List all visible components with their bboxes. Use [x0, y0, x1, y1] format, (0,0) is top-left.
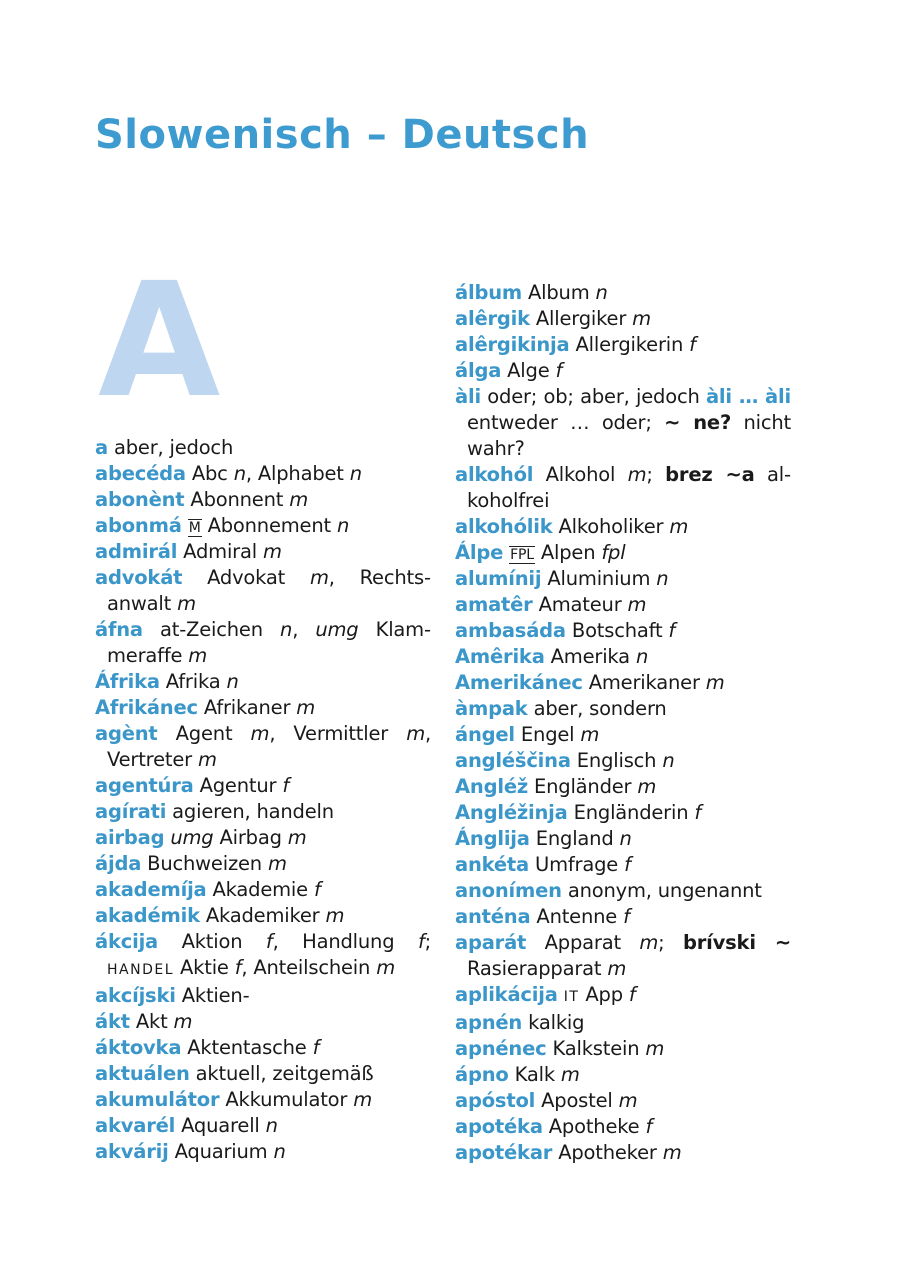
translation-text: , Handlung [272, 930, 418, 953]
headword: akcíjski [95, 984, 176, 1007]
dictionary-entry [95, 461, 431, 487]
dictionary-entry [455, 696, 791, 722]
translation-text: Amerika [544, 645, 636, 668]
headword: Angléžinja [455, 801, 568, 824]
headword: abonènt [95, 488, 185, 511]
headword: akvarél [95, 1114, 176, 1137]
headword: ákcija [95, 930, 159, 953]
translation-text: Agentur [193, 774, 283, 797]
grammar-gender: f [282, 774, 289, 797]
grammar-gender: m [262, 540, 282, 563]
translation-text: alkoholfrei [467, 463, 791, 512]
translation-text: oder; ob; aber, jedoch [480, 385, 706, 408]
translation-text: Apotheke [542, 1115, 646, 1138]
headword: apóstol [455, 1089, 536, 1112]
grammar-gender: n [273, 1140, 286, 1163]
translation-text: App [579, 983, 629, 1006]
headword: Álpe [455, 541, 504, 564]
dictionary-entry [455, 592, 791, 618]
grammar-gender: f [668, 619, 676, 642]
translation-text: aktuell, zeitgemäß [189, 1062, 374, 1085]
headword: akumulátor [95, 1088, 220, 1111]
dictionary-entry [455, 1062, 791, 1088]
translation-text: Apostel [535, 1089, 619, 1112]
translation-text: Antenne [530, 905, 624, 928]
headword: akademíja [95, 878, 207, 901]
translation-text: Engländer [528, 775, 638, 798]
dictionary-entry [95, 1139, 431, 1165]
headword: áfna [95, 618, 143, 641]
phrase: brívski ~ [682, 931, 791, 954]
section-letter: A [98, 249, 221, 433]
subject-label: IT [563, 989, 580, 1005]
headword: anténa [455, 905, 531, 928]
grammar-gender: m [325, 904, 345, 927]
translation-text: aber, jedoch [107, 436, 234, 459]
translation-text: Botschaft [565, 619, 669, 642]
grammar-gender: f [555, 359, 563, 382]
dictionary-entry [455, 982, 791, 1010]
headword: Angléž [455, 775, 528, 798]
headword: abecéda [95, 462, 186, 485]
headword: álga [455, 359, 502, 382]
dictionary-entry [455, 618, 791, 644]
headword: Ánglija [455, 827, 530, 850]
translation-text: Aquarium [168, 1140, 274, 1163]
dictionary-entry [455, 358, 791, 384]
grammar-gender: n [656, 567, 669, 590]
translation-text: Album [522, 281, 596, 304]
page-title: Slowenisch – Deutsch [95, 112, 590, 158]
headword: ángel [455, 723, 515, 746]
grammar-gender: n [595, 281, 608, 304]
translation-text: Umfrage [529, 853, 625, 876]
translation-text: Apparat [526, 931, 640, 954]
dictionary-entry [95, 773, 431, 799]
headword: Afrikánec [95, 696, 198, 719]
translation-text: , Vermittler [269, 722, 407, 745]
translation-text: Akt [129, 1010, 174, 1033]
headword: Amêrika [455, 645, 545, 668]
grammar-gender: m [188, 644, 208, 667]
grammar-gender: m [627, 463, 647, 486]
grammar-gender: f [313, 878, 321, 901]
dictionary-entry [455, 878, 791, 904]
grammar-gender: f [417, 930, 425, 953]
headword: álbum [455, 281, 523, 304]
grammar-gender: n [233, 462, 246, 485]
dictionary-entry [455, 930, 791, 982]
translation-text: Aktion [158, 930, 266, 953]
dictionary-entry [95, 903, 431, 929]
translation-text: Admiral [177, 540, 263, 563]
headword: aplikácija [455, 983, 558, 1006]
grammar-gender: f [628, 983, 636, 1006]
headword: àmpak [455, 697, 528, 720]
dictionary-entry [95, 435, 431, 461]
dictionary-entry [455, 280, 791, 306]
left-column [95, 435, 431, 1165]
headword: ambasáda [455, 619, 566, 642]
grammar-gender: m [376, 956, 395, 979]
grammar-gender: f [624, 853, 631, 876]
translation-text: Aktie [174, 956, 235, 979]
grammar-gender: m [627, 593, 647, 616]
headword: alumínij [455, 567, 542, 590]
headword: agírati [95, 800, 167, 823]
translation-text: Akkumulator [219, 1088, 354, 1111]
headword: ápno [455, 1063, 509, 1086]
grammar-gender: n [280, 618, 293, 641]
dictionary-entry [95, 1009, 431, 1035]
headword: aparát [455, 931, 527, 954]
headword: alkohól [455, 463, 534, 486]
headword: agentúra [95, 774, 194, 797]
dictionary-entry [95, 1061, 431, 1087]
translation-text: , Alphabet [245, 462, 350, 485]
grammar-gender: m [296, 696, 316, 719]
translation-text: entweder … oder; [467, 411, 665, 434]
grammar-gender: m [560, 1063, 580, 1086]
grammar-gender: m [580, 723, 600, 746]
grammar-gender: f [312, 1036, 320, 1059]
translation-text: Airbag [213, 826, 288, 849]
dictionary-entry [95, 695, 431, 721]
grammar-gender: m [353, 1088, 372, 1111]
translation-text: Aktentasche [181, 1036, 313, 1059]
grammar-gender: m [309, 566, 329, 589]
grammar-gender: m [632, 307, 651, 330]
dictionary-entry [95, 513, 431, 539]
translation-text: , Vertreter [107, 722, 431, 771]
dictionary-entry [95, 825, 431, 851]
dictionary-entry [455, 1036, 791, 1062]
headword: Amerikánec [455, 671, 583, 694]
headword: ájda [95, 852, 142, 875]
dictionary-entry [455, 462, 791, 514]
translation-text: Amerikaner [582, 671, 706, 694]
phrase: ~ ne? [664, 411, 732, 434]
dictionary-entry [455, 904, 791, 930]
translation-text: Kalkstein [546, 1037, 646, 1060]
dictionary-entry [95, 983, 431, 1009]
dictionary-entry [95, 1113, 431, 1139]
grammar-gender: m [267, 852, 287, 875]
headword: agènt [95, 722, 158, 745]
translation-text: Allergiker [529, 307, 633, 330]
headword: alêrgik [455, 307, 530, 330]
grammar-gender: m [669, 515, 689, 538]
headword: akadémik [95, 904, 200, 927]
headword: apotékar [455, 1141, 553, 1164]
dictionary-entry [455, 540, 791, 566]
translation-text: ; [658, 931, 683, 954]
dictionary-entry [95, 669, 431, 695]
grammar-gender: m [289, 488, 308, 511]
headword: anonímen [455, 879, 562, 902]
headword: ankéta [455, 853, 529, 876]
translation-text: Apotheker [552, 1141, 663, 1164]
translation-text: anonym, ungenannt [561, 879, 762, 902]
translation-text: aber, sondern [527, 697, 667, 720]
translation-text: at-Zeichen [142, 618, 281, 641]
headword: aktuálen [95, 1062, 190, 1085]
translation-text: , Rechtsanwalt [107, 566, 431, 615]
dictionary-entry [95, 929, 431, 983]
dictionary-entry [455, 774, 791, 800]
dictionary-entry [455, 1088, 791, 1114]
grammar-gender: f [265, 930, 273, 953]
dictionary-entry [455, 722, 791, 748]
headword: admirál [95, 540, 178, 563]
grammar-gender: m [662, 1141, 682, 1164]
dictionary-entry [95, 565, 431, 617]
dictionary-entry [95, 851, 431, 877]
headword: abonmá [95, 514, 182, 537]
headword: alkohólik [455, 515, 553, 538]
dictionary-entry [95, 1087, 431, 1113]
dictionary-entry [95, 799, 431, 825]
translation-text: Aquarell [175, 1114, 266, 1137]
translation-text: Englisch [570, 749, 663, 772]
grammar-label-box: M [188, 520, 201, 536]
grammar-gender: n [662, 749, 675, 772]
grammar-gender: m [177, 592, 196, 615]
dictionary-entry [95, 1035, 431, 1061]
translation-text: Engländerin [567, 801, 695, 824]
dictionary-entry [455, 670, 791, 696]
dictionary-entry [455, 384, 791, 462]
grammar-gender: m [637, 775, 657, 798]
translation-text: Abc [185, 462, 234, 485]
translation-text: ; [646, 463, 666, 486]
translation-text: kalkig [522, 1011, 585, 1034]
headword: amatêr [455, 593, 533, 616]
grammar-gender: m [618, 1089, 638, 1112]
translation-text: Engel [514, 723, 581, 746]
translation-text: Alkoholiker [552, 515, 670, 538]
headword: àli [455, 385, 481, 408]
translation-text: Aktien- [175, 984, 250, 1007]
dictionary-entry [455, 306, 791, 332]
grammar-gender: n [635, 645, 649, 668]
translation-text: Akademiker [199, 904, 326, 927]
translation-text [182, 514, 188, 537]
grammar-gender: m [287, 826, 307, 849]
translation-text: Agent [157, 722, 251, 745]
subject-label: HANDEL [107, 962, 175, 978]
translation-text: Klammeraffe [107, 618, 432, 667]
headword: Áfrika [95, 670, 160, 693]
grammar-gender: umg [315, 618, 359, 641]
grammar-gender: umg [170, 826, 214, 849]
dictionary-entry [455, 748, 791, 774]
translation-text: Buchweizen [141, 852, 268, 875]
translation-text: nicht wahr? [467, 411, 791, 460]
headword: angléščina [455, 749, 571, 772]
dictionary-entry [455, 826, 791, 852]
grammar-gender: fpl [601, 541, 626, 564]
translation-text: , [292, 618, 316, 641]
dictionary-entry [455, 644, 791, 670]
dictionary-entry [95, 487, 431, 513]
translation-text: Afrika [159, 670, 227, 693]
dictionary-entry [455, 800, 791, 826]
dictionary-entry [455, 514, 791, 540]
translation-text: Alge [501, 359, 556, 382]
dictionary-entry [95, 539, 431, 565]
grammar-gender: m [173, 1010, 193, 1033]
grammar-label-box: FPL [510, 547, 534, 563]
translation-text: Afrikaner [197, 696, 297, 719]
translation-text: Amateur [532, 593, 628, 616]
headword: akvárij [95, 1140, 169, 1163]
translation-text: Rasierapparat [467, 957, 608, 980]
headword: ákt [95, 1010, 130, 1033]
grammar-gender: f [623, 905, 630, 928]
translation-text: Akademie [206, 878, 314, 901]
headword: áktovka [95, 1036, 182, 1059]
grammar-gender: f [645, 1115, 653, 1138]
grammar-gender: m [607, 957, 627, 980]
grammar-gender: m [197, 748, 217, 771]
headword: advokát [95, 566, 183, 589]
headword: a [95, 436, 108, 459]
dictionary-entry [95, 877, 431, 903]
translation-text: agieren, handeln [166, 800, 334, 823]
grammar-gender: m [406, 722, 425, 745]
grammar-gender: m [250, 722, 270, 745]
headword: airbag [95, 826, 165, 849]
translation-text: Aluminium [541, 567, 657, 590]
grammar-gender: n [619, 827, 632, 850]
headword: apotéka [455, 1115, 543, 1138]
headword: àli … àli [705, 385, 791, 408]
grammar-gender: f [234, 956, 242, 979]
dictionary-entry [455, 1140, 791, 1166]
headword: alêrgikinja [455, 333, 570, 356]
translation-text: Advokat [182, 566, 310, 589]
dictionary-entry [455, 1010, 791, 1036]
dictionary-entry [455, 566, 791, 592]
translation-text: England [529, 827, 620, 850]
translation-text: , Anteilschein [241, 956, 377, 979]
translation-text: Alkohol [533, 463, 628, 486]
right-column [455, 280, 791, 1166]
dictionary-entry [455, 332, 791, 358]
grammar-gender: n [226, 670, 239, 693]
grammar-gender: n [336, 514, 350, 537]
translation-text: Abonnent [184, 488, 290, 511]
translation-text: Alpen [534, 541, 602, 564]
phrase: brez ~a [665, 463, 755, 486]
headword: apnén [455, 1011, 523, 1034]
grammar-gender: f [694, 801, 702, 824]
dictionary-entry [95, 721, 431, 773]
grammar-gender: m [705, 671, 725, 694]
grammar-gender: n [265, 1114, 278, 1137]
grammar-gender: m [645, 1037, 665, 1060]
dictionary-entry [95, 617, 431, 669]
grammar-gender: f [689, 333, 696, 356]
grammar-gender: m [639, 931, 659, 954]
grammar-gender: n [349, 462, 362, 485]
headword: apnénec [455, 1037, 547, 1060]
translation-text: Allergikerin [569, 333, 690, 356]
dictionary-entry [455, 852, 791, 878]
translation-text: ; [424, 930, 431, 953]
translation-text: Abonnement [201, 514, 337, 537]
translation-text: Kalk [508, 1063, 561, 1086]
dictionary-entry [455, 1114, 791, 1140]
